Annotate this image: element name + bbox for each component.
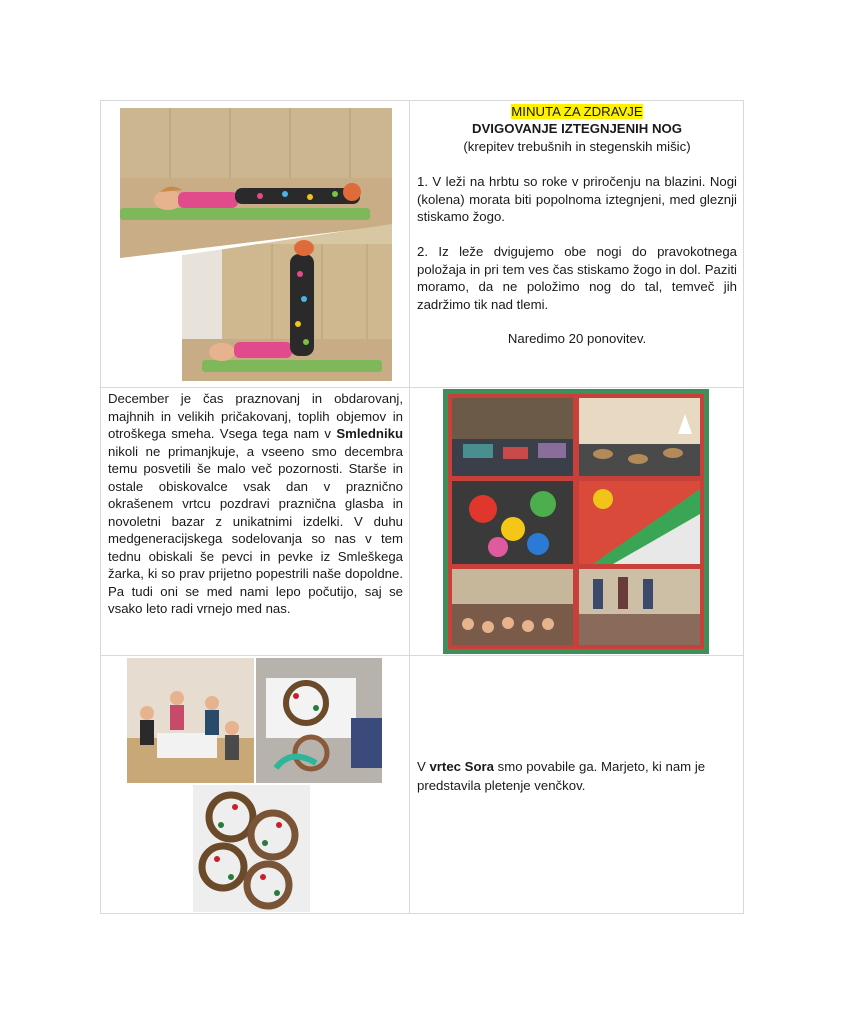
content-table <box>100 100 744 914</box>
row-divider <box>101 655 743 656</box>
sora-text-part1: V <box>417 759 430 774</box>
health-minute-banner: MINUTA ZA ZDRAVJE <box>511 104 643 119</box>
exercise-subtitle: (krepitev trebušnih in stegenskih mišic) <box>463 138 691 154</box>
column-divider <box>409 101 410 913</box>
december-text-bold: Smledniku <box>336 426 403 441</box>
wreaths-photo <box>193 785 310 912</box>
workshop-photo-room <box>127 658 254 783</box>
exercise-text-cell <box>417 103 737 347</box>
exercise-step-1: 1. V leži na hrbtu so roke v priročenju na blazini. Nogi (kolena) morata biti popolnoma iztegnjeni, med gleznji stiskamo žogo. <box>417 174 737 225</box>
december-photo-collage <box>443 389 709 654</box>
december-text-part1: December je čas praznovanj in obdarovanj, majhnih in velikih pričakovanj, toplih objemov in otroškega smeha. Vsega tega nam v <box>108 391 403 441</box>
exercise-title: DVIGOVANJE IZTEGNJENIH NOG <box>471 121 683 137</box>
workshop-photo-hands <box>256 658 382 783</box>
exercise-photos-cell <box>101 101 409 387</box>
december-text-part2: nikoli ne primanjkuje, a vseeno smo decembra temu posvetili še malo več pozornosti. Starše in ostale obiskovalce vsak dan v praznično okrašenem vrtcu pozdravi praznična glasba in novoletni bazar z unikatnimi izdelki. V duhu medgeneracijskega sodelovanja so nas v tem tednu obiskali še pevci in pevke iz Smleškega žarka, ki so prav prijetno popestrili naše dopoldne. Pa tudi oni se med nami lepo počutijo, saj se vsako leto radi vrnejo med nas. <box>108 443 403 616</box>
exercise-photo-legs-raised <box>182 224 392 381</box>
sora-text-part2: smo povabile ga. Marjeto, ki nam je predstavila pletenje venčkov. <box>417 759 706 793</box>
row-divider <box>101 387 743 388</box>
sora-text-bold: vrtec Sora <box>429 759 494 774</box>
exercise-step-2: 2. Iz leže dvigujemo obe nogi do pravokotnega položaja in pri tem ves čas stiskamo žogo in dol. Paziti moramo, da ne položimo nog do tal, temveč jih zadržimo tik nad tlemi. <box>417 244 737 312</box>
exercise-repetitions: Naredimo 20 ponovitev. <box>507 331 647 347</box>
december-text-cell <box>108 390 403 618</box>
sora-text-cell <box>417 757 737 795</box>
